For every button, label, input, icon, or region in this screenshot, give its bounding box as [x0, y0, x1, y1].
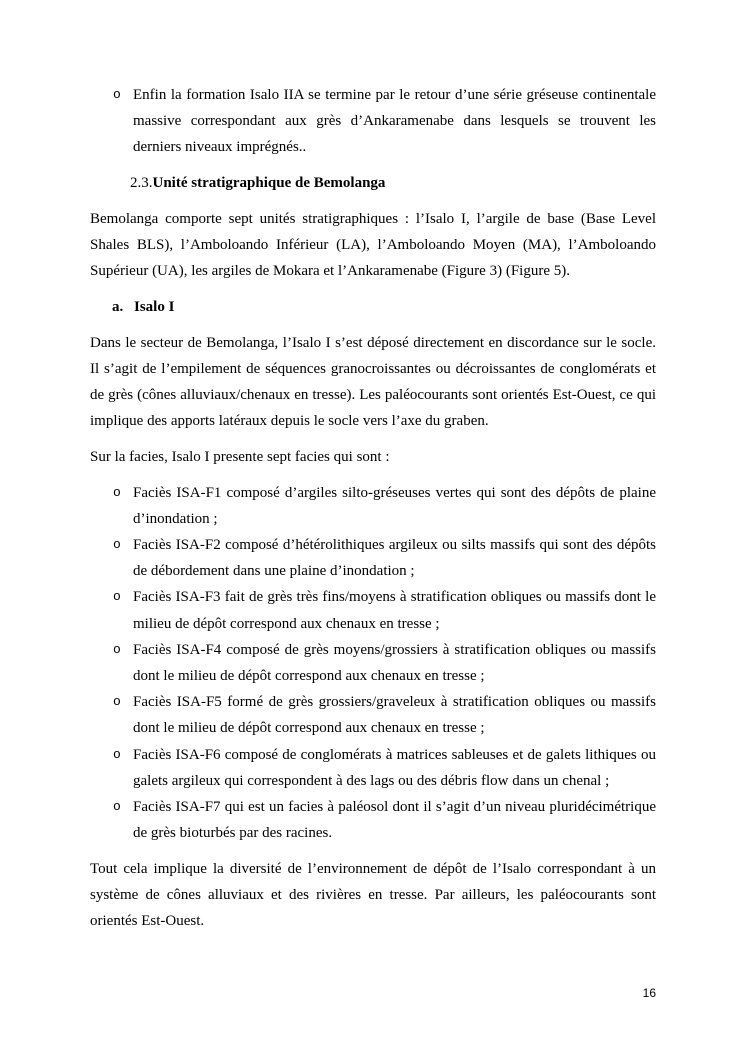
facies-list	[90, 480, 656, 847]
section-number: 2.3.	[130, 175, 153, 192]
paragraph-facies-intro: Sur la facies, Isalo I presente sept facies qui sont :	[90, 448, 390, 465]
list-item-text: Faciès ISA-F1 composé d’argiles silto-gréseuses vertes qui sont des dépôts de plaine d’inondation ;	[133, 484, 656, 527]
list-item-facies-f5	[90, 689, 656, 741]
list-item-text: Faciès ISA-F4 composé de grès moyens/grossiers à stratification obliques ou massifs dont le milieu de dépôt correspond aux chenaux en tresse ;	[133, 641, 656, 685]
page-content	[90, 82, 656, 944]
list-item-facies-f6	[90, 742, 656, 794]
subsection-heading	[90, 294, 656, 320]
list-item-text: Faciès ISA-F2 composé d’hétérolithiques argileux ou silts massifs qui sont des dépôts de débordement dans une plaine d’inondation ;	[133, 537, 656, 580]
bullet-marker-icon: o	[113, 694, 121, 710]
section-title: Unité stratigraphique de Bemolanga	[152, 175, 386, 192]
bullet-marker-icon: o	[113, 87, 121, 102]
list-item-text: Faciès ISA-F7 qui est un facies à paléosol dont il s’agit d’un niveau pluridécimétrique de grès bioturbés par des racines.	[133, 799, 656, 842]
intro-bullet-text: Enfin la formation Isalo IIA se termine par le retour d’une série gréseuse continentale massive correspondant aux grès d’Ankaramenabe dans lesquels se trouvent les derniers niveaux imprégnés..	[133, 87, 656, 156]
bullet-marker-icon: o	[113, 641, 121, 657]
list-item-text: Faciès ISA-F6 composé de conglomérats à matrices sableuses et de galets lithiques ou galets argileux qui correspondent à des lags ou des débris flow dans un chenal ;	[133, 746, 656, 789]
intro-bullet-item	[90, 82, 656, 161]
list-item-facies-f1	[90, 480, 656, 532]
list-item-facies-f7	[90, 794, 656, 846]
list-item-facies-f2	[90, 532, 656, 584]
list-item-text: Faciès ISA-F5 formé de grès grossiers/graveleux à stratification obliques ou massifs dont le milieu de dépôt correspond aux chenaux en tresse ;	[133, 694, 656, 737]
page-number: 16	[642, 986, 656, 1000]
paragraph-conclusion: Tout cela implique la diversité de l’environnement de dépôt de l’Isalo correspondant à un système de cônes alluviaux et des rivières en tresse. Par ailleurs, les paléocourants sont orientés Est-Ouest.	[90, 860, 656, 930]
bullet-marker-icon: o	[113, 746, 121, 762]
list-item-text: Faciès ISA-F3 fait de grès très fins/moyens à stratification obliques ou massifs dont le milieu de dépôt correspond aux chenaux en tresse ;	[133, 589, 656, 632]
bullet-marker-icon: o	[113, 537, 121, 553]
paragraph-units: Bemolanga comporte sept unités stratigraphiques : l’Isalo I, l’argile de base (Base Level Shales BLS), l’Amboloando Inférieur (LA), l’Amboloando Moyen (MA), l’Amboloando Supérieur (UA), les argiles de Mokara et l’Ankaramenabe (Figure 3) (Figure 5).	[90, 210, 656, 280]
subsection-letter: a.	[112, 298, 124, 315]
list-item-facies-f3	[90, 584, 656, 636]
paragraph-isalo: Dans le secteur de Bemolanga, l’Isalo I s’est déposé directement en discordance sur le socle. Il s’agit de l’empilement de séquences granocroissantes ou décroissantes de conglomérats et de grès (cônes alluviaux/chenaux en tresse). Les paléocourants sont orientés Est-Ouest, ce qui implique des apports latéraux depuis le socle vers l’axe du graben.	[90, 334, 656, 430]
subsection-title: Isalo I	[134, 298, 175, 315]
bullet-marker-icon: o	[113, 799, 121, 815]
list-item-facies-f4	[90, 637, 656, 689]
section-heading	[90, 170, 656, 196]
bullet-marker-icon: o	[113, 589, 121, 605]
bullet-marker-icon: o	[113, 484, 121, 500]
